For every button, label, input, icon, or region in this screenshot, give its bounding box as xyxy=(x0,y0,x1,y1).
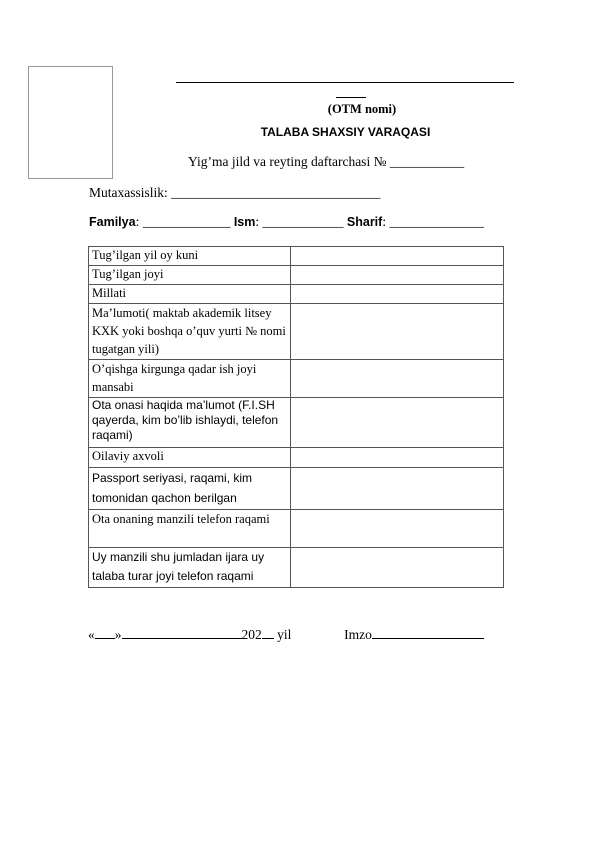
row-label: Oilaviy axvoli xyxy=(89,448,291,468)
sharif-field[interactable]: : ______________ xyxy=(382,214,484,229)
row-value[interactable] xyxy=(291,285,504,304)
year-field[interactable] xyxy=(262,626,274,639)
row-label: Ota onasi haqida ma’lumot (F.I.SH qayerda, kim bo’lib ishlaydi, telefon raqami) xyxy=(89,398,291,448)
row-value[interactable] xyxy=(291,266,504,285)
row-label: Ma’lumoti( maktab akademik litsey KXK yoki boshqa o’quv yurti № nomi tugatgan yili) xyxy=(89,304,291,360)
quote-open: « xyxy=(88,627,95,642)
table-row xyxy=(89,247,504,266)
ism-field[interactable]: : ____________ xyxy=(255,214,347,229)
row-label: O’qishga kirgunga qadar ish joyi mansabi xyxy=(89,360,291,398)
row-value[interactable] xyxy=(291,448,504,468)
table-row xyxy=(89,448,504,468)
row-value[interactable] xyxy=(291,247,504,266)
table-row xyxy=(89,285,504,304)
row-value[interactable] xyxy=(291,304,504,360)
row-value[interactable] xyxy=(291,548,504,588)
year-label: yil xyxy=(277,627,292,642)
row-label: Tug’ilgan joyi xyxy=(89,266,291,285)
table-row xyxy=(89,548,504,588)
month-field[interactable] xyxy=(122,626,242,639)
table-row xyxy=(89,360,504,398)
row-value[interactable] xyxy=(291,360,504,398)
familya-field[interactable]: : _____________ xyxy=(135,214,234,229)
info-table xyxy=(88,246,504,588)
signature-field[interactable] xyxy=(372,626,484,639)
otm-label: (OTM nomi) xyxy=(327,102,397,116)
table-row xyxy=(89,510,504,548)
row-label: Millati xyxy=(89,285,291,304)
photo-placeholder xyxy=(28,66,113,179)
row-label: Passport seriyasi, raqami, kim tomonidan qachon berilgan xyxy=(89,468,291,510)
full-name-row xyxy=(89,214,484,230)
otm-name-line-short xyxy=(336,97,366,98)
row-value[interactable] xyxy=(291,468,504,510)
page-title: TALABA SHAXSIY VARAQASI xyxy=(260,125,431,139)
table-row xyxy=(89,398,504,448)
quote-close: » xyxy=(114,627,122,642)
signature-row xyxy=(88,626,484,643)
row-label: Uy manzili shu jumladan ijara uy talaba turar joyi telefon raqami xyxy=(89,548,291,588)
row-value[interactable] xyxy=(291,510,504,548)
row-label: Ota onaning manzili telefon raqami xyxy=(89,510,291,548)
table-row xyxy=(89,304,504,360)
signature-label: Imzo xyxy=(344,627,372,642)
table-row xyxy=(89,266,504,285)
sharif-label: Sharif xyxy=(346,215,383,229)
otm-name-line xyxy=(176,82,514,83)
row-value[interactable] xyxy=(291,398,504,448)
day-field[interactable] xyxy=(95,626,115,639)
year-prefix: 202 xyxy=(241,627,262,642)
table-row xyxy=(89,468,504,510)
specialty-field[interactable]: Mutaxassislik: _______________________________ xyxy=(89,185,381,200)
familya-label: Familya xyxy=(89,215,136,229)
ism-label: Ism xyxy=(233,215,256,229)
record-book-number: Yig’ma jild va reyting daftarchasi № ___________ xyxy=(188,154,465,169)
row-label: Tug’ilgan yil oy kuni xyxy=(89,247,291,266)
